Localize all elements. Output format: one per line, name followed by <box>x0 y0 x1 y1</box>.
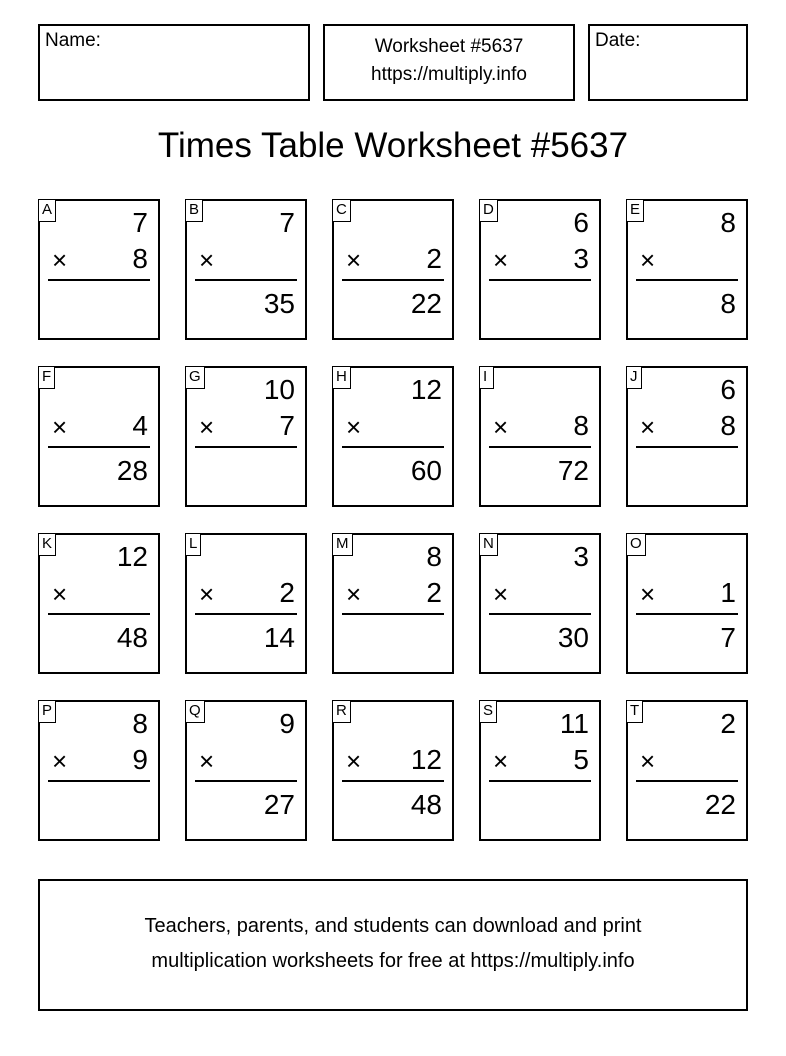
bottom-number: 8 <box>132 243 148 274</box>
times-sign: × <box>199 746 215 776</box>
bottom-number: 1 <box>720 577 736 608</box>
top-number: 9 <box>279 708 295 739</box>
problem-box <box>479 700 601 841</box>
answer-field[interactable]: 35 <box>263 288 295 319</box>
problem-letter: N <box>480 534 498 556</box>
top-number: 10 <box>263 374 295 405</box>
problem-letter: J <box>627 367 642 389</box>
footer-box <box>38 879 748 1011</box>
problem-letter: L <box>186 534 201 556</box>
problem-box <box>479 533 601 674</box>
answer-rule <box>195 446 297 448</box>
problem-letter: R <box>333 701 351 723</box>
name-field-box[interactable] <box>38 24 310 101</box>
footer-line-2: multiplication worksheets for free at https://multiply.info <box>151 950 635 972</box>
answer-rule <box>48 613 150 615</box>
problem-box <box>332 366 454 507</box>
answer-rule <box>489 279 591 281</box>
answer-field[interactable]: 60 <box>410 455 442 486</box>
problem-box <box>38 199 160 340</box>
bottom-number: 12 <box>410 744 442 775</box>
answer-rule <box>195 279 297 281</box>
problem-box <box>626 199 748 340</box>
worksheet-number: Worksheet #5637 <box>374 36 524 57</box>
bottom-number: 2 <box>426 577 442 608</box>
answer-field[interactable]: 30 <box>557 622 589 653</box>
times-sign: × <box>52 412 68 442</box>
times-sign: × <box>493 579 509 609</box>
problem-box <box>185 199 307 340</box>
times-sign: × <box>199 245 215 275</box>
times-sign: × <box>640 746 656 776</box>
answer-rule <box>342 613 444 615</box>
problem-box <box>626 700 748 841</box>
problem-box <box>479 199 601 340</box>
answer-rule <box>342 780 444 782</box>
answer-rule <box>342 446 444 448</box>
times-sign: × <box>52 746 68 776</box>
answer-field[interactable]: 72 <box>557 455 589 486</box>
problem-letter: B <box>186 200 203 222</box>
bottom-number: 5 <box>573 744 589 775</box>
times-sign: × <box>640 412 656 442</box>
bottom-number: 7 <box>279 410 295 441</box>
top-number: 2 <box>720 708 736 739</box>
times-sign: × <box>199 579 215 609</box>
bottom-number: 8 <box>720 410 736 441</box>
top-number: 6 <box>720 374 736 405</box>
times-sign: × <box>346 746 362 776</box>
times-sign: × <box>199 412 215 442</box>
problem-letter: G <box>186 367 205 389</box>
problem-letter: P <box>39 701 56 723</box>
answer-field[interactable]: 14 <box>263 622 295 653</box>
top-number: 8 <box>426 541 442 572</box>
answer-rule <box>48 780 150 782</box>
answer-rule <box>489 446 591 448</box>
answer-rule <box>195 613 297 615</box>
page-title: Times Table Worksheet #5637 <box>157 126 629 165</box>
problem-box <box>332 199 454 340</box>
answer-field[interactable]: 27 <box>263 789 295 820</box>
answer-field[interactable]: 7 <box>720 622 736 653</box>
bottom-number: 2 <box>279 577 295 608</box>
times-sign: × <box>640 579 656 609</box>
answer-rule <box>195 780 297 782</box>
name-label: Name: <box>45 30 101 51</box>
problem-letter: Q <box>186 701 205 723</box>
problem-box <box>38 366 160 507</box>
top-number: 3 <box>573 541 589 572</box>
problem-box <box>479 366 601 507</box>
bottom-number: 4 <box>132 410 148 441</box>
problem-letter: S <box>480 701 497 723</box>
top-number: 7 <box>132 207 148 238</box>
problem-box <box>38 700 160 841</box>
answer-rule <box>489 613 591 615</box>
problem-letter: C <box>333 200 351 222</box>
problem-letter: K <box>39 534 56 556</box>
top-number: 12 <box>410 374 442 405</box>
answer-field[interactable]: 22 <box>410 288 442 319</box>
problem-box <box>332 700 454 841</box>
top-number: 7 <box>279 207 295 238</box>
answer-rule <box>342 279 444 281</box>
top-number: 8 <box>720 207 736 238</box>
answer-field[interactable]: 22 <box>704 789 736 820</box>
top-number: 11 <box>559 708 589 739</box>
times-sign: × <box>52 245 68 275</box>
times-sign: × <box>346 579 362 609</box>
bottom-number: 9 <box>132 744 148 775</box>
answer-field[interactable]: 48 <box>410 789 442 820</box>
problem-box <box>332 533 454 674</box>
times-sign: × <box>640 245 656 275</box>
top-number: 12 <box>116 541 148 572</box>
times-sign: × <box>52 579 68 609</box>
problem-letter: I <box>480 367 494 389</box>
times-sign: × <box>493 746 509 776</box>
worksheet-url: https://multiply.info <box>371 64 527 85</box>
times-sign: × <box>346 245 362 275</box>
problem-letter: T <box>627 701 643 723</box>
worksheet-info-box <box>323 24 575 101</box>
top-number: 8 <box>132 708 148 739</box>
problem-letter: E <box>627 200 644 222</box>
problem-box <box>626 533 748 674</box>
problem-letter: F <box>39 367 55 389</box>
answer-rule <box>636 279 738 281</box>
answer-rule <box>48 446 150 448</box>
answer-rule <box>636 446 738 448</box>
problem-letter: D <box>480 200 498 222</box>
date-field-box[interactable] <box>588 24 748 101</box>
problem-box <box>185 366 307 507</box>
bottom-number: 3 <box>573 243 589 274</box>
bottom-number: 2 <box>426 243 442 274</box>
problem-box <box>185 700 307 841</box>
problem-letter: A <box>39 200 56 222</box>
problem-box <box>185 533 307 674</box>
problem-box <box>626 366 748 507</box>
times-sign: × <box>346 412 362 442</box>
problem-letter: M <box>333 534 353 556</box>
times-sign: × <box>493 245 509 275</box>
footer-line-1: Teachers, parents, and students can download and print <box>144 915 642 937</box>
bottom-number: 8 <box>573 410 589 441</box>
answer-field[interactable]: 8 <box>720 288 736 319</box>
answer-field[interactable]: 48 <box>116 622 148 653</box>
answer-field[interactable]: 28 <box>116 455 148 486</box>
problem-letter: H <box>333 367 351 389</box>
top-number: 6 <box>573 207 589 238</box>
answer-rule <box>636 613 738 615</box>
problem-letter: O <box>627 534 646 556</box>
answer-rule <box>48 279 150 281</box>
answer-rule <box>636 780 738 782</box>
times-sign: × <box>493 412 509 442</box>
problem-box <box>38 533 160 674</box>
answer-rule <box>489 780 591 782</box>
date-label: Date: <box>595 30 641 51</box>
